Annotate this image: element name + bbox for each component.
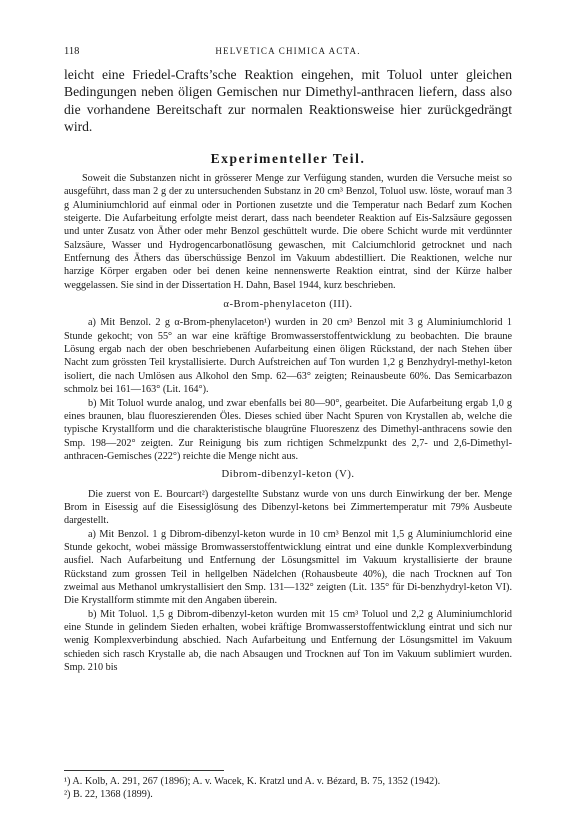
paragraph-toluol-reaction: b) Mit Toluol wurde analog, und zwar ebenfalls bei 80—90°, gearbeitet. Die Aufarbeitung ergab 1,0 g eines braunen, blau fluoreszierenden Öles. Dieses schied über Nacht Spuren von Krystallen ab, welche die typische Krystallform und die charakteristische blaugrüne Fluoreszenz des Dimethyl-anthracens sowie den Smp. 198—202° zeigten. Zur Reinigung bis zum richtigen Schmelzpunkt des 2,7- und 2,6-Dimethyl-anthracen-Gemisches (222°) reichte die Menge nicht aus. bbox=[64, 397, 512, 462]
intro-paragraph: leicht eine Friedel-Crafts’sche Reaktion eingehen, mit Toluol unter gleichen Bedingungen neben öligen Gemischen nur Dimethyl-anthracen liefern, dass also die vorhandene Bereitschaft zur normalen Reaktionsweise hier zurückgedrängt wird. bbox=[64, 67, 512, 134]
paragraph-toluol-reaction-2: b) Mit Toluol. 1,5 g Dibrom-dibenzyl-keton wurden mit 15 cm³ Toluol und 2,2 g Aluminiumchlorid eine Stunde in gelindem Sieden erhalten, wobei kräftige Bromwasserstoffentwicklung eintrat und sich nur wenig Komplexverbindung abschied. Nach Aufarbeitung und Entfernung der Lösungsmittel im Vakuum schieden sich rasch Krystalle ab, die nach Absaugen und Trocknen auf Ton im Vakuum sublimiert wurden. Smp. 210 bis bbox=[64, 608, 512, 674]
journal-title: HELVETICA CHIMICA ACTA. bbox=[215, 46, 361, 56]
body-text bbox=[64, 172, 512, 674]
section-title: Experimenteller Teil. bbox=[210, 151, 366, 166]
running-header bbox=[64, 46, 512, 60]
footnotes bbox=[64, 770, 512, 802]
paragraph-benzol-reaction-2: a) Mit Benzol. 1 g Dibrom-dibenzyl-keton wurde in 10 cm³ Benzol mit 1,5 g Aluminiumchlorid eine Stunde gekocht, wobei mässige Bromwasserstoffentwicklung eintrat und eine dunkle Komplexverbindung ausfiel. Nach Aufarbeitung und Entfernung der Lösungsmittel im Vakuum krystallisierte der braune Rückstand zum grossen Teil in hellgelben Nädelchen (Rohausbeute 40%), die nach Trocknen auf Ton zweimal aus Methanol umkrystallisiert den Smp. 131—132° zeigten (Lit. 135° für Di-benzhydryl-keton VI). Die Krystallform stimmte mit den Angaben überein. bbox=[64, 528, 512, 607]
subsection-title-dibrom-dibenzyl-keton: Dibrom-dibenzyl-keton (V). bbox=[221, 469, 355, 481]
footnote-1: ¹) A. Kolb, A. 291, 267 (1896); A. v. Wacek, K. Kratzl und A. v. Bézard, B. 75, 1352 (1942). bbox=[64, 776, 441, 787]
footnote-divider bbox=[64, 770, 224, 771]
general-procedure-paragraph: Soweit die Substanzen nicht in grösserer Menge zur Verfügung standen, wurden die Versuche meist so ausgeführt, dass man 2 g der zu untersuchenden Substanz in 20 cm³ Benzol, Toluol usw. löste, worauf man 3 g Aluminiumchlorid auf einmal oder in Portionen zusetzte und die Temperatur nach Bedarf zum Kochen steigerte. Die Aufarbeitung erfolgte meist derart, dass nach beendeter Reaktion auf Eis-Salzsäure gegossen und unter Zusatz von Äther oder mehr Benzol geschüttelt wurde. Die obere Schicht wurde mit verdünnter Salzsäure, Wasser und Hydrogencarbonatlösung gewaschen, mit Calciumchlorid getrocknet und nach Entfernung des Äthers das überschüssige Benzol im Vakuum abdestilliert. Die Reaktionen, welche nur harzige Körper ergaben oder bei denen keine nennenswerte Reaktion eintrat, sind der Kürze halber weggelassen. Sie sind in der Dissertation H. Dahn, Basel 1944, kurz beschrieben. bbox=[64, 173, 512, 291]
paragraph-benzol-reaction: a) Mit Benzol. 2 g α-Brom-phenylaceton¹) wurden in 20 cm³ Benzol mit 3 g Aluminiumchlorid 1 Stunde gekocht; von 55° an war eine kräftige Bromwasserstoffentwicklung zu beobachten. Die braune Lösung ergab nach der oben beschriebenen Aufarbeitung einen öligen Rückstand, der nach Stehen über Nacht zum grössten Teil krystallisierte. Durch Aufstreichen auf Ton wurden 1,2 g Benzhydryl-methyl-keton isoliert, die nach Umlösen aus Alkohol den Smp. 62—63° zeigten; Reinausbeute 60%. Das Semicarbazon schmolz bei 161—163° (Lit. 164°). bbox=[64, 317, 512, 396]
footnote-2: ²) B. 22, 1368 (1899). bbox=[64, 789, 153, 801]
paragraph-preparation: Die zuerst von E. Bourcart²) dargestellte Substanz wurde von uns durch Einwirkung der ber. Menge Brom in Eisessig auf die Eisessiglösung des Dibenzyl-ketons bei Zimmertemperatur mit 79% Ausbeute dargestellt. bbox=[64, 488, 512, 527]
subsection-title-brom-phenylaceton: α-Brom-phenylaceton (III). bbox=[223, 299, 353, 311]
page-number: 118 bbox=[64, 46, 80, 57]
